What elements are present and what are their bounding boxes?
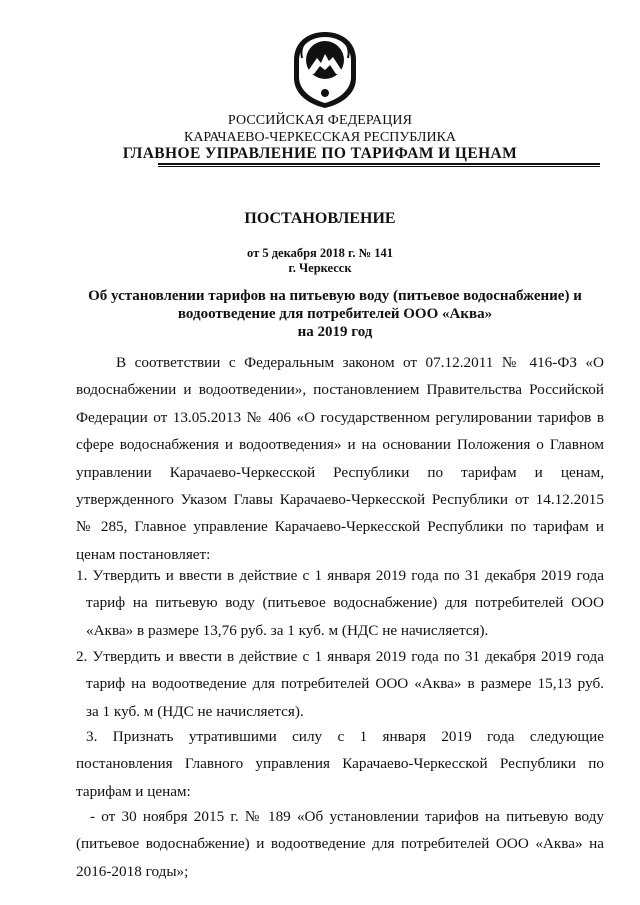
subject-line: на 2019 год [297,324,373,340]
header-rule-thick [158,163,600,165]
header-department: ГЛАВНОЕ УПРАВЛЕНИЕ ПО ТАРИФАМ И ЦЕНАМ [122,145,518,162]
text-line: 2. Утвердить и ввести в действие с 1 января 2019 года по 31 декабря 2019 года [76,648,604,665]
text-line: (питьевое водоснабжение) и водоотведение для потребителей ООО «Аква» на [76,835,604,853]
subject-line: Об установлении тарифов на питьевую воду (питьевое водоснабжение) и [88,288,582,304]
text-line: тарифам и ценам: [76,782,191,800]
text-line: «Аква» в размере 13,76 руб. за 1 куб. м (НДС не начисляется). [86,621,489,639]
text-line: управлении Карачаево-Черкесской Республики по тарифам и ценам, [76,463,604,481]
subitem-paragraph [76,803,604,885]
coat-of-arms-icon [290,30,360,110]
text-line: 1. Утвердить и ввести в действие с 1 января 2019 года по 31 декабря 2019 года [76,567,604,584]
header-country: РОССИЙСКАЯ ФЕДЕРАЦИЯ [227,113,413,128]
text-line: ценам постановляет: [76,545,211,563]
document-subject [60,287,610,341]
item-3-paragraph [76,723,604,805]
text-line: 3. Признать утратившими силу с 1 января 2019 года следующие [86,728,604,745]
intro-paragraph [76,349,604,568]
text-line: за 1 куб. м (НДС не начисляется). [86,702,304,720]
header-rule-thin [158,166,600,167]
item-1-paragraph [76,562,604,644]
text-line: тариф на водоотведение для потребителей ООО «Аква» в размере 15,13 руб. [86,675,604,693]
item-2-paragraph [76,643,604,725]
text-line: водоснабжении и водоотведении», постановлением Правительства Российской [76,381,604,399]
text-line: № 285, Главное управление Карачаево-Черкесской Республики по тарифам и [76,518,604,536]
document-date-number: от 5 декабря 2018 г. № 141 [246,246,394,260]
text-line: постановления Главного управления Карачаево-Черкесской Республики по [76,755,604,773]
text-line: тариф на питьевую воду (питьевое водоснабжение) для потребителей ООО [86,594,604,612]
document-city: г. Черкесск [288,261,352,275]
text-line: Федерации от 13.05.2013 № 406 «О государственном регулировании тарифов в [76,408,604,426]
text-line: В соответствии с Федеральным законом от 07.12.2011 № 416-ФЗ «О [116,354,604,371]
text-line: сфере водоснабжения и водоотведения» и на основании Положения о Главном [76,436,604,454]
document-type: ПОСТАНОВЛЕНИЕ [244,210,396,227]
text-line: утвержденного Указом Главы Карачаево-Черкесской Республики от 14.12.2015 [76,491,604,509]
text-line: 2016-2018 годы»; [76,862,189,880]
header-republic: КАРАЧАЕВО-ЧЕРКЕССКАЯ РЕСПУБЛИКА [183,130,457,145]
text-line: - от 30 ноября 2015 г. № 189 «Об установлении тарифов на питьевую воду [90,808,604,825]
subject-line: водоотведение для потребителей ООО «Аква» [177,306,493,322]
